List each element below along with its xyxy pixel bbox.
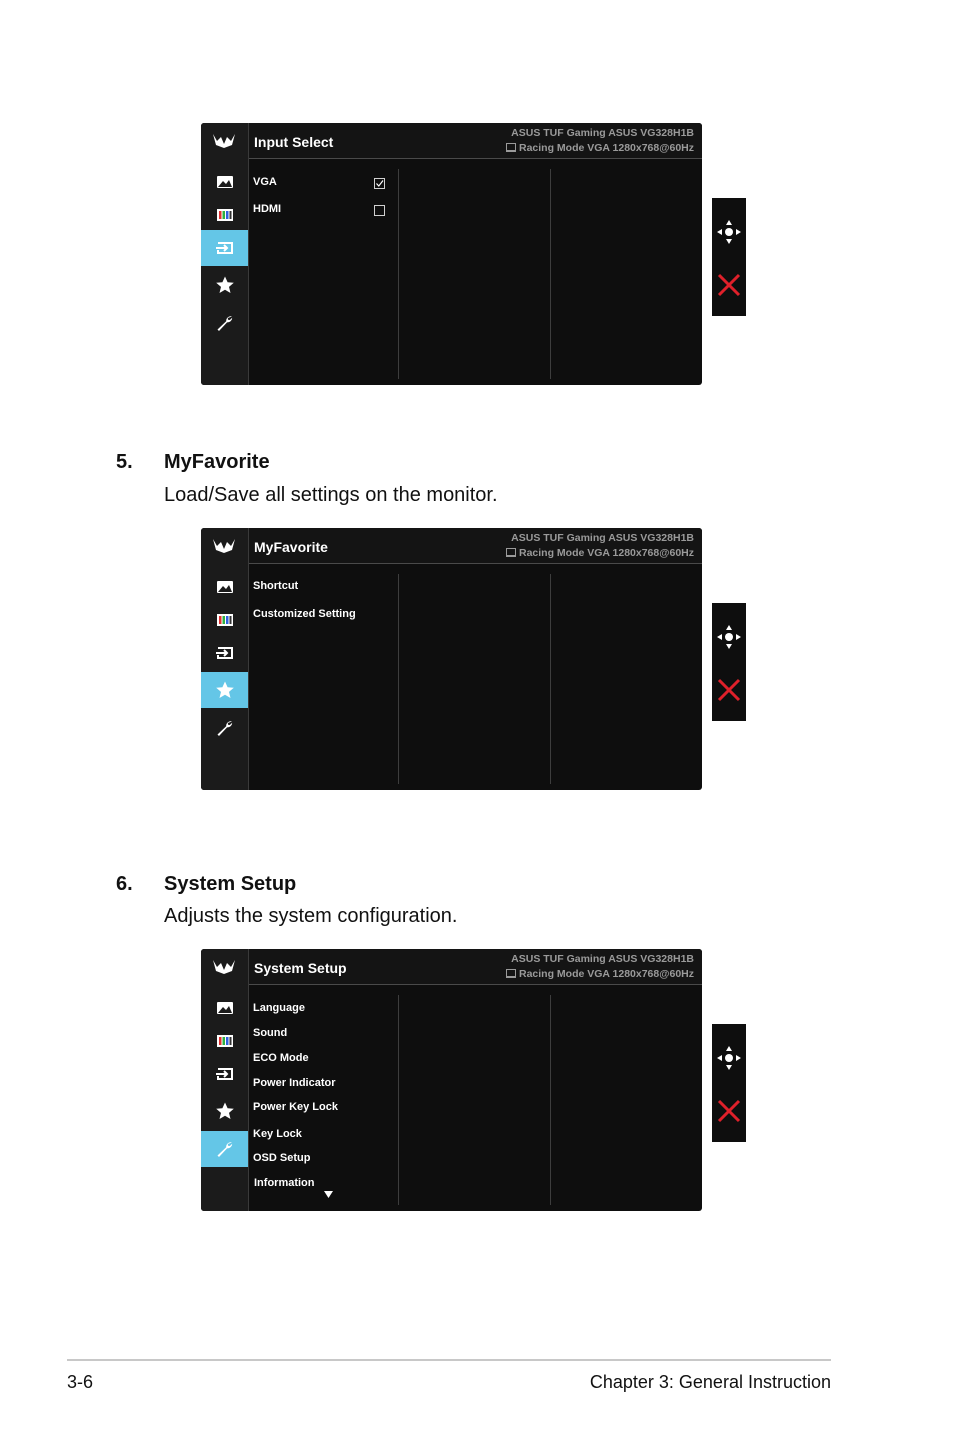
monitor-icon bbox=[506, 969, 516, 978]
status-text: Racing Mode VGA 1280x768@60Hz bbox=[518, 547, 694, 559]
menu-favorite[interactable] bbox=[201, 267, 248, 303]
menu-color[interactable] bbox=[201, 197, 248, 233]
section-number: 6. bbox=[116, 873, 133, 895]
column-divider bbox=[398, 995, 399, 1205]
menu-image[interactable] bbox=[201, 164, 248, 200]
menu-input[interactable] bbox=[201, 1056, 248, 1092]
osd-title: System Setup bbox=[254, 960, 347, 976]
star-icon bbox=[215, 1101, 235, 1121]
menu-item-shortcut[interactable]: Shortcut bbox=[253, 580, 299, 592]
five-way-nav-icon[interactable] bbox=[715, 218, 743, 246]
wrench-icon bbox=[215, 718, 235, 738]
five-way-nav-icon[interactable] bbox=[715, 1044, 743, 1072]
menu-color[interactable] bbox=[201, 602, 248, 638]
osd-info bbox=[506, 531, 694, 561]
section-title: MyFavorite bbox=[164, 451, 270, 473]
menu-item-vga[interactable]: VGA bbox=[253, 176, 277, 188]
color-bars-icon bbox=[215, 1031, 235, 1051]
osd-sidebar bbox=[201, 123, 249, 385]
down-arrow-icon[interactable] bbox=[324, 1191, 333, 1198]
tuf-logo-icon bbox=[212, 957, 236, 975]
monitor-icon bbox=[506, 143, 516, 152]
section-description: Load/Save all settings on the monitor. bbox=[164, 484, 498, 506]
chapter-title: Chapter 3: General Instruction bbox=[589, 1372, 831, 1392]
osd-sidebar bbox=[201, 528, 249, 790]
menu-system[interactable] bbox=[201, 1131, 248, 1167]
column-divider bbox=[398, 169, 399, 379]
osd-header bbox=[249, 123, 702, 159]
osd-panel-myfavorite bbox=[201, 528, 702, 790]
menu-image[interactable] bbox=[201, 569, 248, 605]
model-name: ASUS TUF Gaming ASUS VG328H1B bbox=[511, 953, 694, 965]
osd-header bbox=[249, 528, 702, 564]
osd-sidebar bbox=[201, 949, 249, 1211]
star-icon bbox=[215, 680, 235, 700]
menu-favorite[interactable] bbox=[201, 672, 248, 708]
close-x-icon[interactable] bbox=[716, 1098, 742, 1124]
menu-item-power-key-lock[interactable]: Power Key Lock bbox=[253, 1101, 338, 1113]
osd-info bbox=[506, 126, 694, 156]
five-way-nav-icon[interactable] bbox=[715, 623, 743, 651]
menu-favorite[interactable] bbox=[201, 1093, 248, 1129]
image-icon bbox=[215, 577, 235, 597]
tuf-logo-icon bbox=[212, 536, 236, 554]
close-x-icon[interactable] bbox=[716, 272, 742, 298]
menu-item-customized-setting[interactable]: Customized Setting bbox=[253, 608, 356, 620]
image-icon bbox=[215, 998, 235, 1018]
checkmark-icon bbox=[375, 179, 384, 188]
checkbox-vga[interactable] bbox=[374, 178, 385, 189]
star-icon bbox=[215, 275, 235, 295]
column-divider bbox=[550, 169, 551, 379]
menu-color[interactable] bbox=[201, 1023, 248, 1059]
menu-item-hdmi[interactable]: HDMI bbox=[253, 203, 282, 215]
input-icon bbox=[215, 238, 235, 258]
menu-item-key-lock[interactable]: Key Lock bbox=[253, 1128, 302, 1140]
image-icon bbox=[215, 172, 235, 192]
control-keys bbox=[712, 603, 746, 721]
menu-item-eco-mode[interactable]: ECO Mode bbox=[253, 1052, 309, 1064]
page-number: 3-6 bbox=[67, 1372, 94, 1392]
status-text: Racing Mode VGA 1280x768@60Hz bbox=[518, 142, 694, 154]
status-text: Racing Mode VGA 1280x768@60Hz bbox=[518, 968, 694, 980]
osd-title: MyFavorite bbox=[254, 539, 328, 555]
menu-input[interactable] bbox=[201, 635, 248, 671]
menu-image[interactable] bbox=[201, 990, 248, 1026]
menu-item-power-indicator[interactable]: Power Indicator bbox=[253, 1077, 336, 1089]
checkbox-hdmi[interactable] bbox=[374, 205, 385, 216]
osd-header bbox=[249, 949, 702, 985]
footer-divider bbox=[67, 1359, 831, 1361]
menu-input[interactable] bbox=[201, 230, 248, 266]
osd-panel-input-select bbox=[201, 123, 702, 385]
wrench-icon bbox=[215, 313, 235, 333]
menu-item-information[interactable]: Information bbox=[254, 1177, 315, 1189]
menu-item-language[interactable]: Language bbox=[253, 1002, 305, 1014]
column-divider bbox=[550, 995, 551, 1205]
control-keys bbox=[712, 198, 746, 316]
menu-item-sound[interactable]: Sound bbox=[253, 1027, 288, 1039]
model-name: ASUS TUF Gaming ASUS VG328H1B bbox=[511, 532, 694, 544]
menu-item-osd-setup[interactable]: OSD Setup bbox=[253, 1152, 311, 1164]
menu-system[interactable] bbox=[201, 305, 248, 341]
section-title: System Setup bbox=[164, 873, 297, 895]
osd-title: Input Select bbox=[254, 134, 334, 150]
section-number: 5. bbox=[116, 451, 133, 473]
osd-info bbox=[506, 952, 694, 982]
menu-system[interactable] bbox=[201, 710, 248, 746]
model-name: ASUS TUF Gaming ASUS VG328H1B bbox=[511, 127, 694, 139]
column-divider bbox=[550, 574, 551, 784]
input-icon bbox=[215, 1064, 235, 1084]
wrench-icon bbox=[215, 1139, 235, 1159]
monitor-icon bbox=[506, 548, 516, 557]
input-icon bbox=[215, 643, 235, 663]
section-description: Adjusts the system configuration. bbox=[164, 905, 458, 927]
color-bars-icon bbox=[215, 610, 235, 630]
column-divider bbox=[398, 574, 399, 784]
control-keys bbox=[712, 1024, 746, 1142]
close-x-icon[interactable] bbox=[716, 677, 742, 703]
color-bars-icon bbox=[215, 205, 235, 225]
tuf-logo-icon bbox=[212, 131, 236, 149]
osd-panel-system-setup bbox=[201, 949, 702, 1211]
